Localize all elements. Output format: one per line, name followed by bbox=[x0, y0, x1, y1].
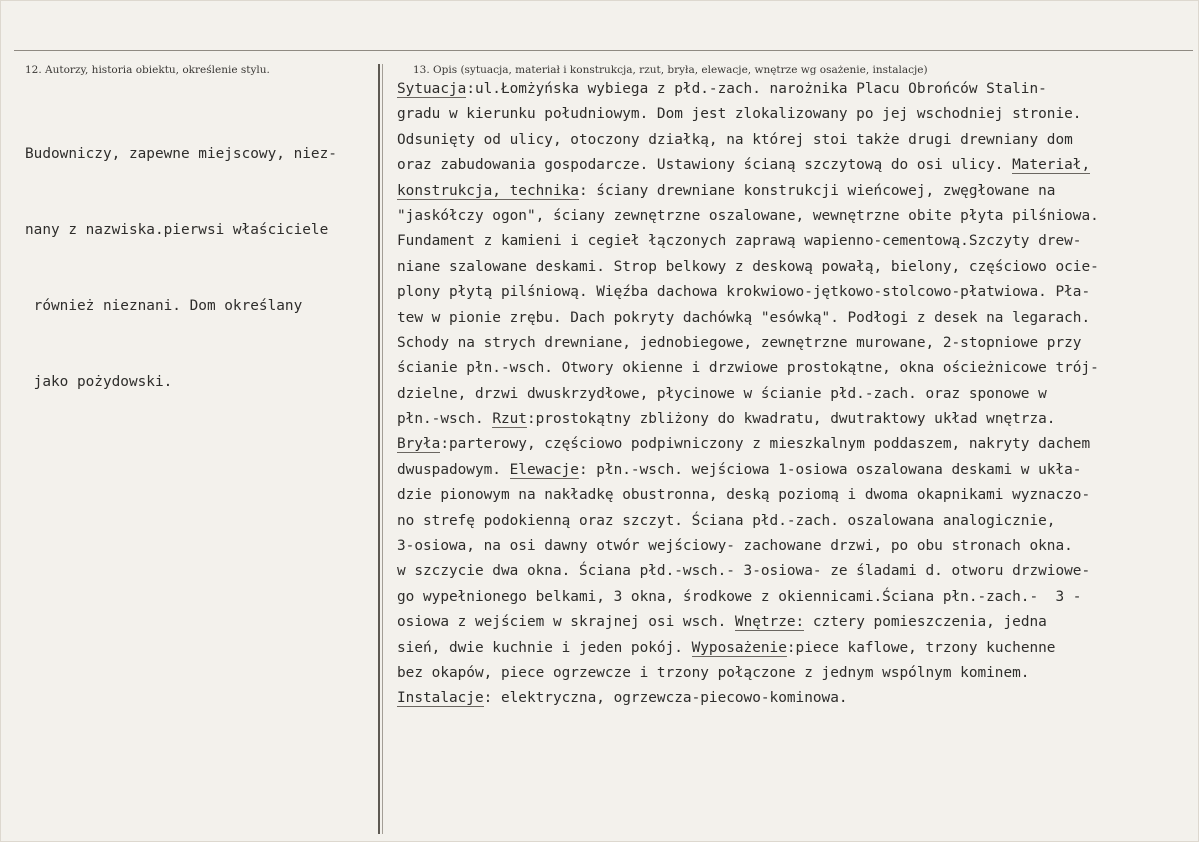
section-13-line bbox=[397, 179, 1099, 204]
section-13-subheading: Rzut bbox=[492, 411, 527, 428]
section-13-text: Odsunięty od ulicy, otoczony działką, na której stoi także drugi drewniany dom bbox=[397, 131, 1073, 148]
section-13-text: :piece kaflowe, trzony kuchenne bbox=[786, 639, 1056, 656]
section-13-text: go wypełnionego belkami, 3 okna, środkowe z okiennicami.Ściana płn.-zach.- 3 - bbox=[397, 588, 1082, 605]
section-13-line bbox=[397, 204, 1099, 229]
section-13-subheading: Sytuacja bbox=[397, 81, 467, 97]
section-13-text: : elektryczna, ogrzewcza-piecowo-kominowa. bbox=[483, 690, 848, 707]
section-13-text: no strefę podokienną oraz szczyt. Ściana płd.-zach. oszalowana analogicznie, bbox=[397, 512, 1056, 529]
section-12-line: Budowniczy, zapewne miejscowy, niez- bbox=[25, 145, 337, 162]
section-13-body bbox=[397, 77, 1099, 712]
section-13-line bbox=[397, 280, 1099, 305]
section-13-subheading: Bryła bbox=[397, 436, 441, 453]
section-13-line bbox=[397, 432, 1099, 457]
top-rule bbox=[14, 50, 1193, 51]
section-13-line bbox=[397, 255, 1099, 280]
section-13-text: :prostokątny zbliżony do kwadratu, dwutraktowy układ wnętrza. bbox=[526, 411, 1056, 428]
section-13-line bbox=[397, 686, 1099, 711]
section-13-line bbox=[397, 382, 1099, 407]
section-13-text: w szczycie dwa okna. Ściana płd.-wsch.- 3-osiowa- ze śladami d. otworu drzwiowe- bbox=[397, 563, 1091, 580]
section-13-line bbox=[397, 153, 1099, 178]
section-13-text: "jaskółczy ogon", ściany zewnętrzne oszalowane, wewnętrzne obite płyta pilśniowa. bbox=[397, 207, 1099, 224]
section-13-line bbox=[397, 661, 1099, 686]
section-13-text: dzielne, drzwi dwuskrzydłowe, płycinowe w ścianie płd.-zach. oraz sponowe w bbox=[397, 385, 1047, 402]
section-13-line bbox=[397, 407, 1099, 432]
section-13-subheading: Materiał, bbox=[1012, 157, 1091, 174]
section-13-text: ścianie płn.-wsch. Otwory okienne i drzwiowe prostokątne, okna ościeżnicowe trój- bbox=[397, 360, 1099, 377]
section-13-text: płn.-wsch. bbox=[397, 411, 493, 428]
section-13-line bbox=[397, 509, 1099, 534]
section-13-line bbox=[397, 483, 1099, 508]
section-12-line: również nieznani. Dom określany bbox=[25, 298, 303, 315]
section-13-line bbox=[397, 636, 1099, 661]
section-13-line bbox=[397, 306, 1099, 331]
section-13-line bbox=[397, 356, 1099, 381]
section-13-text: Schody na strych drewniane, jednobiegowe, zewnętrzne murowane, 2-stopniowe przy bbox=[397, 334, 1082, 351]
section-13-text: oraz zabudowania gospodarcze. Ustawiony ścianą szczytową do osi ulicy. bbox=[397, 157, 1013, 174]
section-13-line bbox=[397, 128, 1099, 153]
section-13-line bbox=[397, 77, 1099, 102]
section-13-line bbox=[397, 585, 1099, 610]
section-13-line bbox=[397, 229, 1099, 254]
section-12-line: nany z nazwiska.pierwsi właściciele bbox=[25, 222, 329, 239]
section-13-text: bez okapów, piece ogrzewcze i trzony połączone z jednym wspólnym kominem. bbox=[397, 664, 1030, 681]
section-13-text: : płn.-wsch. wejściowa 1-osiowa oszalowana deskami w ukła- bbox=[578, 461, 1082, 478]
section-13-text: dzie pionowym na nakładkę obustronna, deską poziomą i dwoma okapnikami wyznaczo- bbox=[397, 487, 1091, 504]
section-13-text: niane szalowane deskami. Strop belkowy z deskową powałą, bielony, częściowo ocie- bbox=[397, 258, 1099, 275]
section-12-line: jako pożydowski. bbox=[25, 374, 173, 391]
section-13-subheading: Instalacje bbox=[397, 690, 484, 707]
column-divider-secondary bbox=[382, 64, 383, 834]
column-divider bbox=[378, 64, 380, 834]
section-13-text: 3-osiowa, na osi dawny otwór wejściowy- zachowane drzwi, po obu stronach okna. bbox=[397, 538, 1073, 555]
section-13-subheading: Wnętrze: bbox=[734, 614, 805, 631]
section-12-header: 12. Autorzy, historia obiektu, określenie stylu. bbox=[25, 64, 270, 76]
section-13-text: :parterowy, częściowo podpiwniczony z mieszkalnym poddaszem, nakryty dachem bbox=[440, 436, 1091, 453]
section-13-subheading: Wyposażenie bbox=[691, 639, 787, 656]
section-13-text: plony płytą pilśniową. Więźba dachowa krokwiowo-jętkowo-stolcowo-płatwiowa. Pła- bbox=[397, 284, 1091, 301]
section-13-line bbox=[397, 610, 1099, 635]
section-13-header: 13. Opis (sytuacja, materiał i konstrukcja, rzut, bryła, elewacje, wnętrze wg osażenie, instalacje) bbox=[413, 64, 928, 76]
section-12-body bbox=[25, 91, 337, 447]
section-13-line bbox=[397, 102, 1099, 127]
section-13-line bbox=[397, 331, 1099, 356]
section-13-text: sień, dwie kuchnie i jeden pokój. bbox=[397, 639, 692, 656]
section-13-subheading: konstrukcja, technika bbox=[397, 182, 579, 199]
section-13-line bbox=[397, 458, 1099, 483]
section-13-text: cztery pomieszczenia, jedna bbox=[804, 614, 1047, 631]
section-13-text: :ul.Łomżyńska wybiega z płd.-zach. narożnika Placu Obrońców Stalin- bbox=[466, 81, 1047, 97]
section-13-text: gradu w kierunku południowym. Dom jest zlokalizowany po jej wschodniej stronie. bbox=[397, 106, 1082, 123]
section-13-line bbox=[397, 534, 1099, 559]
section-13-line bbox=[397, 559, 1099, 584]
section-13-text: Fundament z kamieni i cegieł łączonych zaprawą wapienno-cementową.Szczyty drew- bbox=[397, 233, 1082, 250]
section-13-text: : ściany drewniane konstrukcji wieńcowej, zwęgłowane na bbox=[578, 182, 1056, 199]
section-13-text: osiowa z wejściem w skrajnej osi wsch. bbox=[397, 614, 735, 631]
section-13-text: dwuspadowym. bbox=[397, 461, 510, 478]
section-13-subheading: Elewacje bbox=[509, 461, 579, 478]
section-13-text: tew w pionie zrębu. Dach pokryty dachówką "esówką". Podłogi z desek na legarach. bbox=[397, 309, 1091, 326]
